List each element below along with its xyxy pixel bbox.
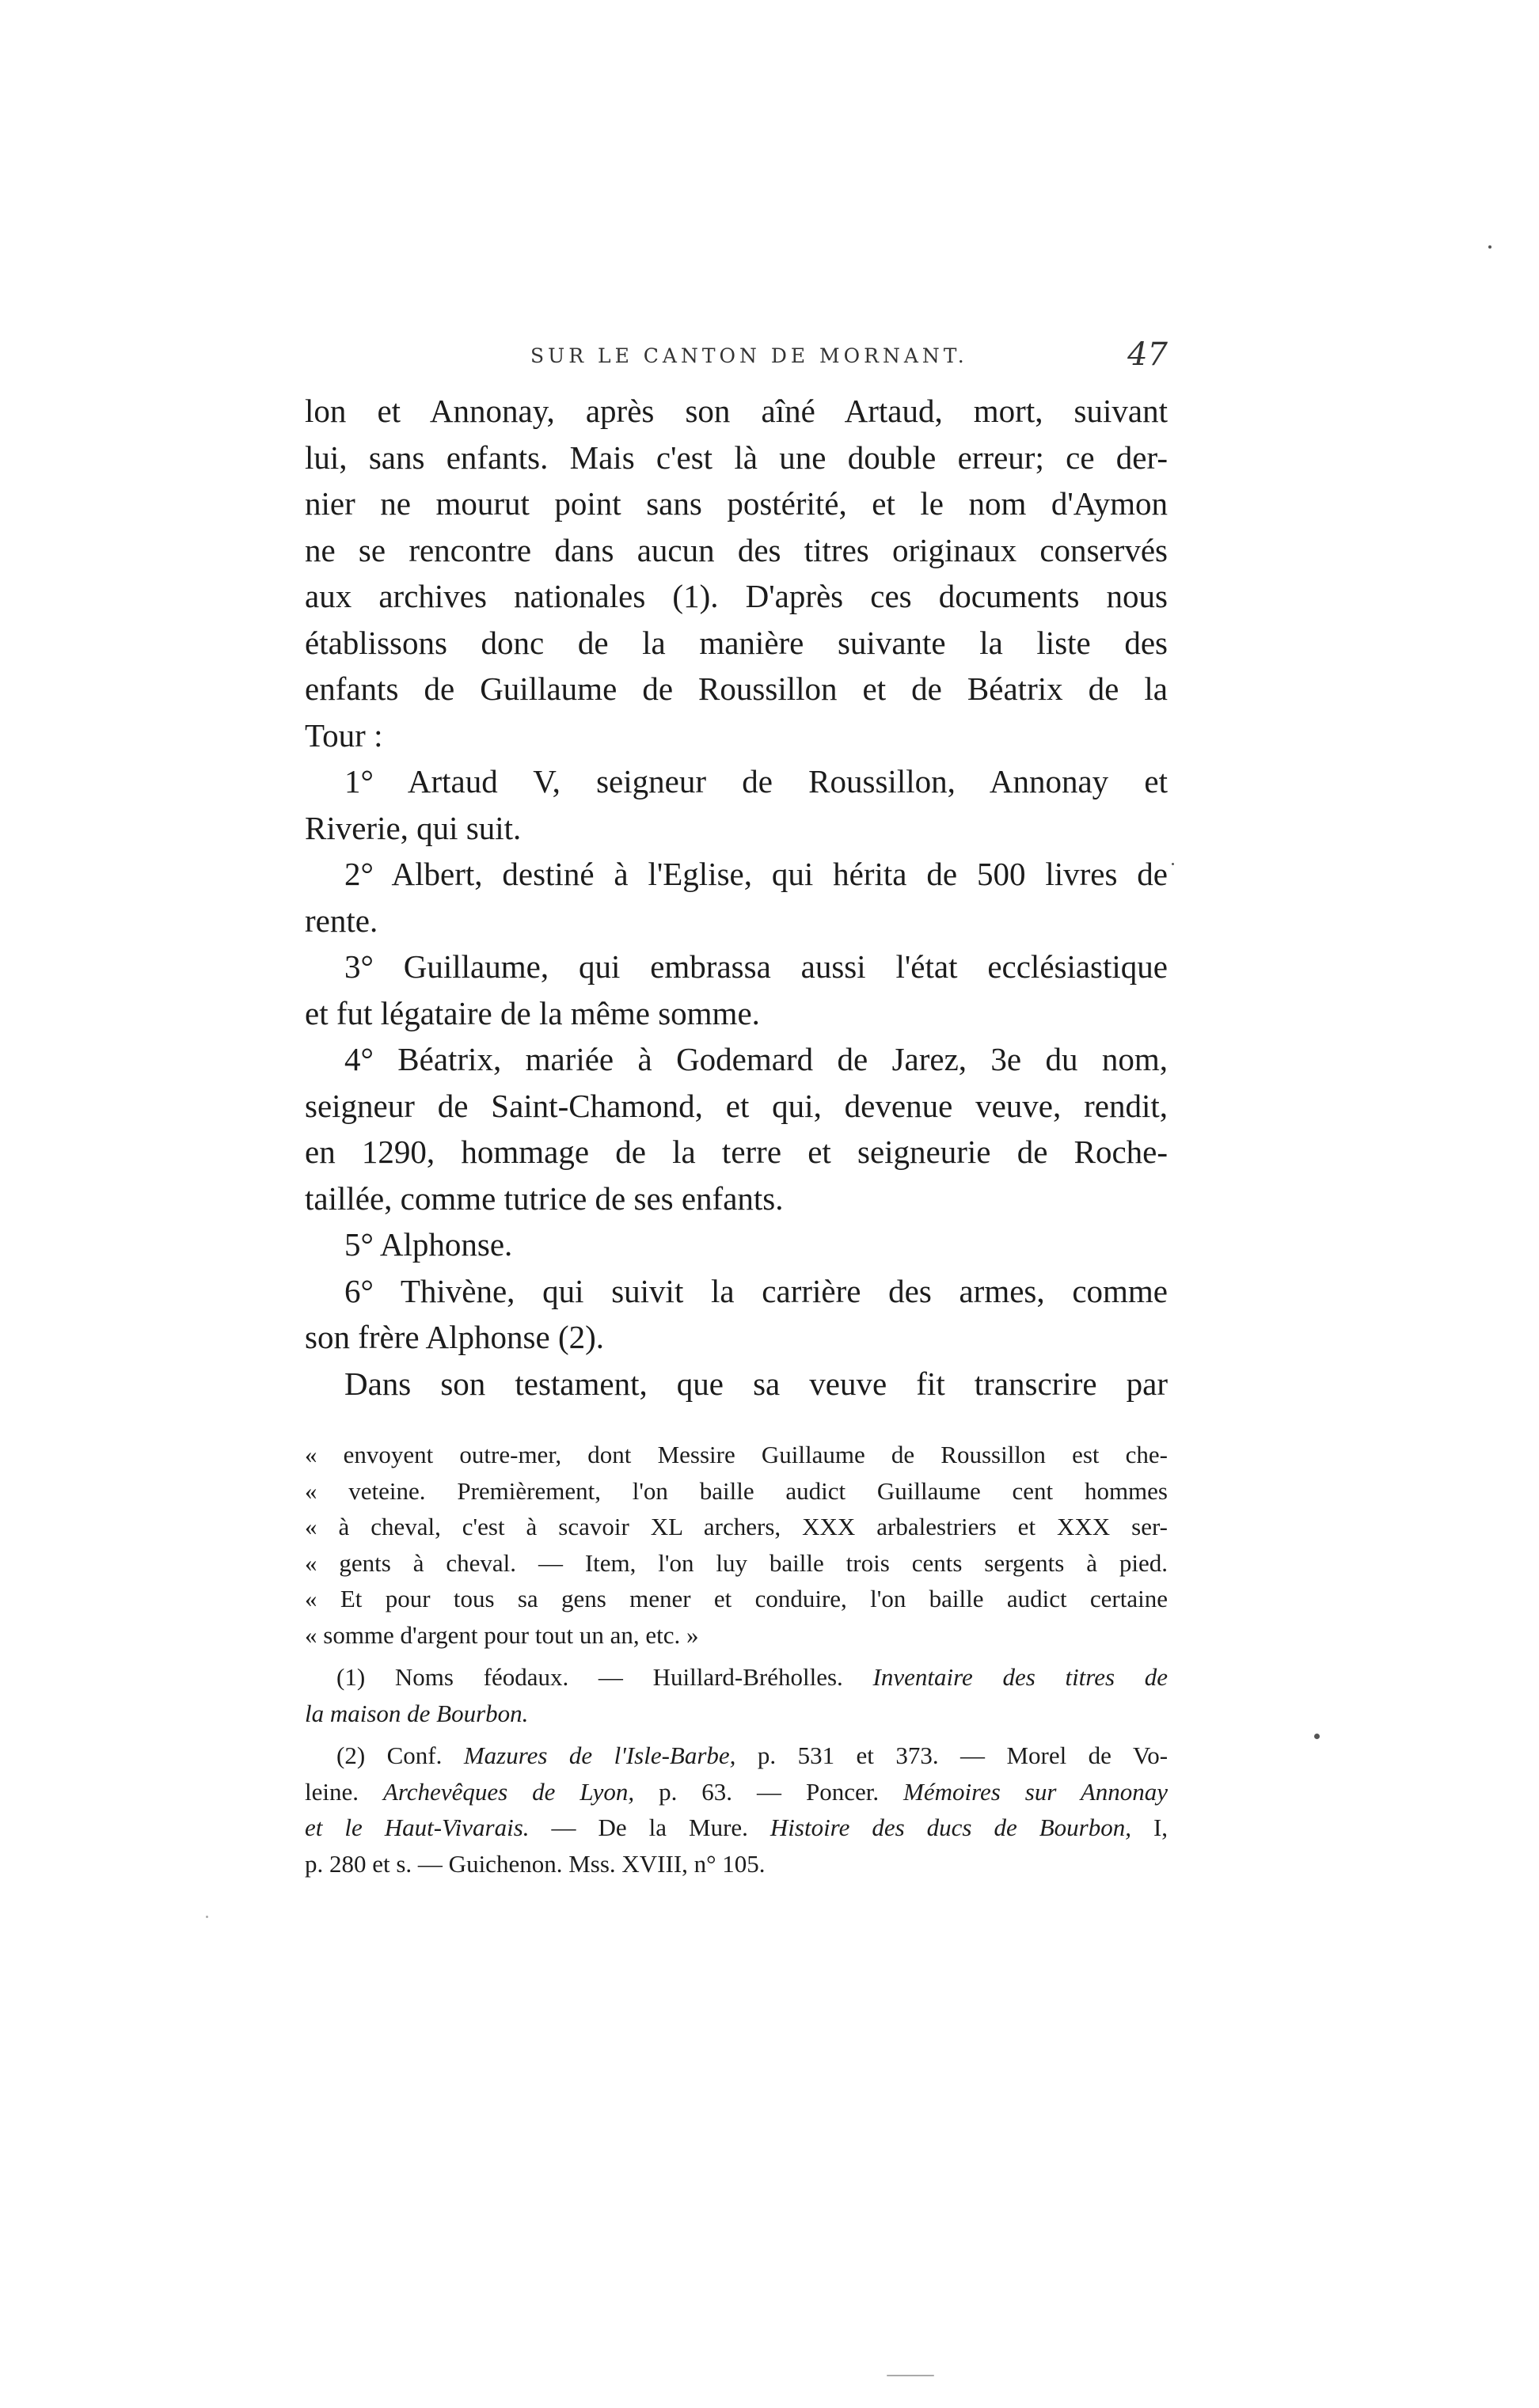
footnote-2-text: p. 531 et 373. — Morel de Vo- [757,1741,1168,1769]
quote-line: « envoyent outre-mer, dont Messire Guillaume de Roussillon est che- [305,1441,1168,1468]
footnote-2 [305,1738,1168,1882]
text-line: enfants de Guillaume de Roussillon et de Béatrix de la [305,670,1168,707]
text-line: taillée, comme tutrice de ses enfants. [305,1179,784,1217]
page-header [305,336,1168,384]
text-line: Riverie, qui suit. [305,809,522,846]
quote-line: « veteine. Premièrement, l'on baille audict Guillaume cent hommes [305,1476,1168,1505]
paragraph-start-line: Dans son testament, que sa veuve fit transcrire par [344,1365,1168,1402]
footnote-2-title: et le Haut-Vivarais. [305,1814,530,1841]
footnote-2-title: Mazures de l'Isle-Barbe, [463,1741,736,1769]
text-line: seigneur de Saint-Chamond, et qui, devenue veuve, rendit, [305,1087,1168,1124]
text-line: son frère Alphonse (2). [305,1319,605,1355]
text-line: établissons donc de la manière suivante la liste des [305,624,1168,661]
scan-speck [1314,1734,1320,1739]
quote-line: « gents à cheval. — Item, l'on luy baille trois cents sergents à pied. [305,1548,1168,1577]
list-item-line: 1° Artaud V, seigneur de Roussillon, Annonay et [344,763,1168,800]
list-item-line: 2° Albert, destiné à l'Eglise, qui hérita de 500 livres de [344,856,1168,892]
footnote-2-text: — De la Mure. [551,1814,748,1841]
footnote-1 [305,1659,1168,1731]
text-line: ne se rencontre dans aucun des titres originaux conservés [305,531,1168,568]
footnote-2-text: p. 280 et s. — Guichenon. Mss. XVIII, n° 105. [305,1849,766,1878]
footnotes [305,1437,1168,1882]
text-line: en 1290, hommage de la terre et seigneurie de Roche- [305,1134,1168,1170]
list-item-line: 5° Alphonse. [344,1226,513,1263]
footnote-2-text: leine. [305,1777,359,1806]
footnote-1-text: Noms féodaux. — Huillard-Bréholles. [394,1663,843,1691]
text-line: Tour : [305,716,383,754]
footnote-1-title: Inventaire des titres de [872,1663,1168,1691]
main-text [305,388,1168,1407]
text-line: lui, sans enfants. Mais c'est là une double erreur; ce der- [305,439,1168,476]
page-number: 47 [1127,336,1168,373]
footnote-2-title: Histoire des ducs de Bourbon, [770,1814,1131,1841]
footnote-1-mark: (1) [336,1663,366,1691]
footnote-2-text: p. 63. — Poncer. [659,1777,880,1806]
footnote-2-title: Archevêques de Lyon, [382,1777,635,1806]
running-title: SUR LE CANTON DE MORNANT. [530,344,968,367]
scan-speck [887,2375,934,2376]
footnote-2-text: Conf. [386,1741,443,1769]
text-line: lon et Annonay, après son aîné Artaud, mort, suivant [305,393,1168,429]
footnote-1-title-cont: la maison de Bourbon. [305,1699,529,1727]
list-item-line: 3° Guillaume, qui embrassa aussi l'état ecclésiastique [344,948,1168,985]
list-item-line: 4° Béatrix, mariée à Godemard de Jarez, 3e du nom, [344,1041,1168,1077]
list-item-line: 6° Thivène, qui suivit la carrière des armes, comme [344,1272,1168,1309]
footnote-2-text: I, [1153,1814,1168,1841]
quote-line: « à cheval, c'est à scavoir XL archers, XXX arbalestriers et XXX ser- [305,1513,1168,1540]
footnote-2-mark: (2) [336,1741,366,1769]
quote-line: « somme d'argent pour tout un an, etc. » [305,1620,699,1649]
scan-speck [1488,245,1492,249]
text-line: et fut légataire de la même somme. [305,994,760,1031]
footnote-2-title: Mémoires sur Annonay [903,1777,1168,1806]
quote-line: « Et pour tous sa gens mener et conduire, l'on baille audict certaine [305,1585,1168,1612]
scan-speck [1172,863,1174,865]
scan-speck [206,1916,208,1918]
text-line: nier ne mourut point sans postérité, et le nom d'Aymon [305,485,1168,522]
text-line: aux archives nationales (1). D'après ces documents nous [305,578,1168,614]
text-line: rente. [305,902,378,939]
